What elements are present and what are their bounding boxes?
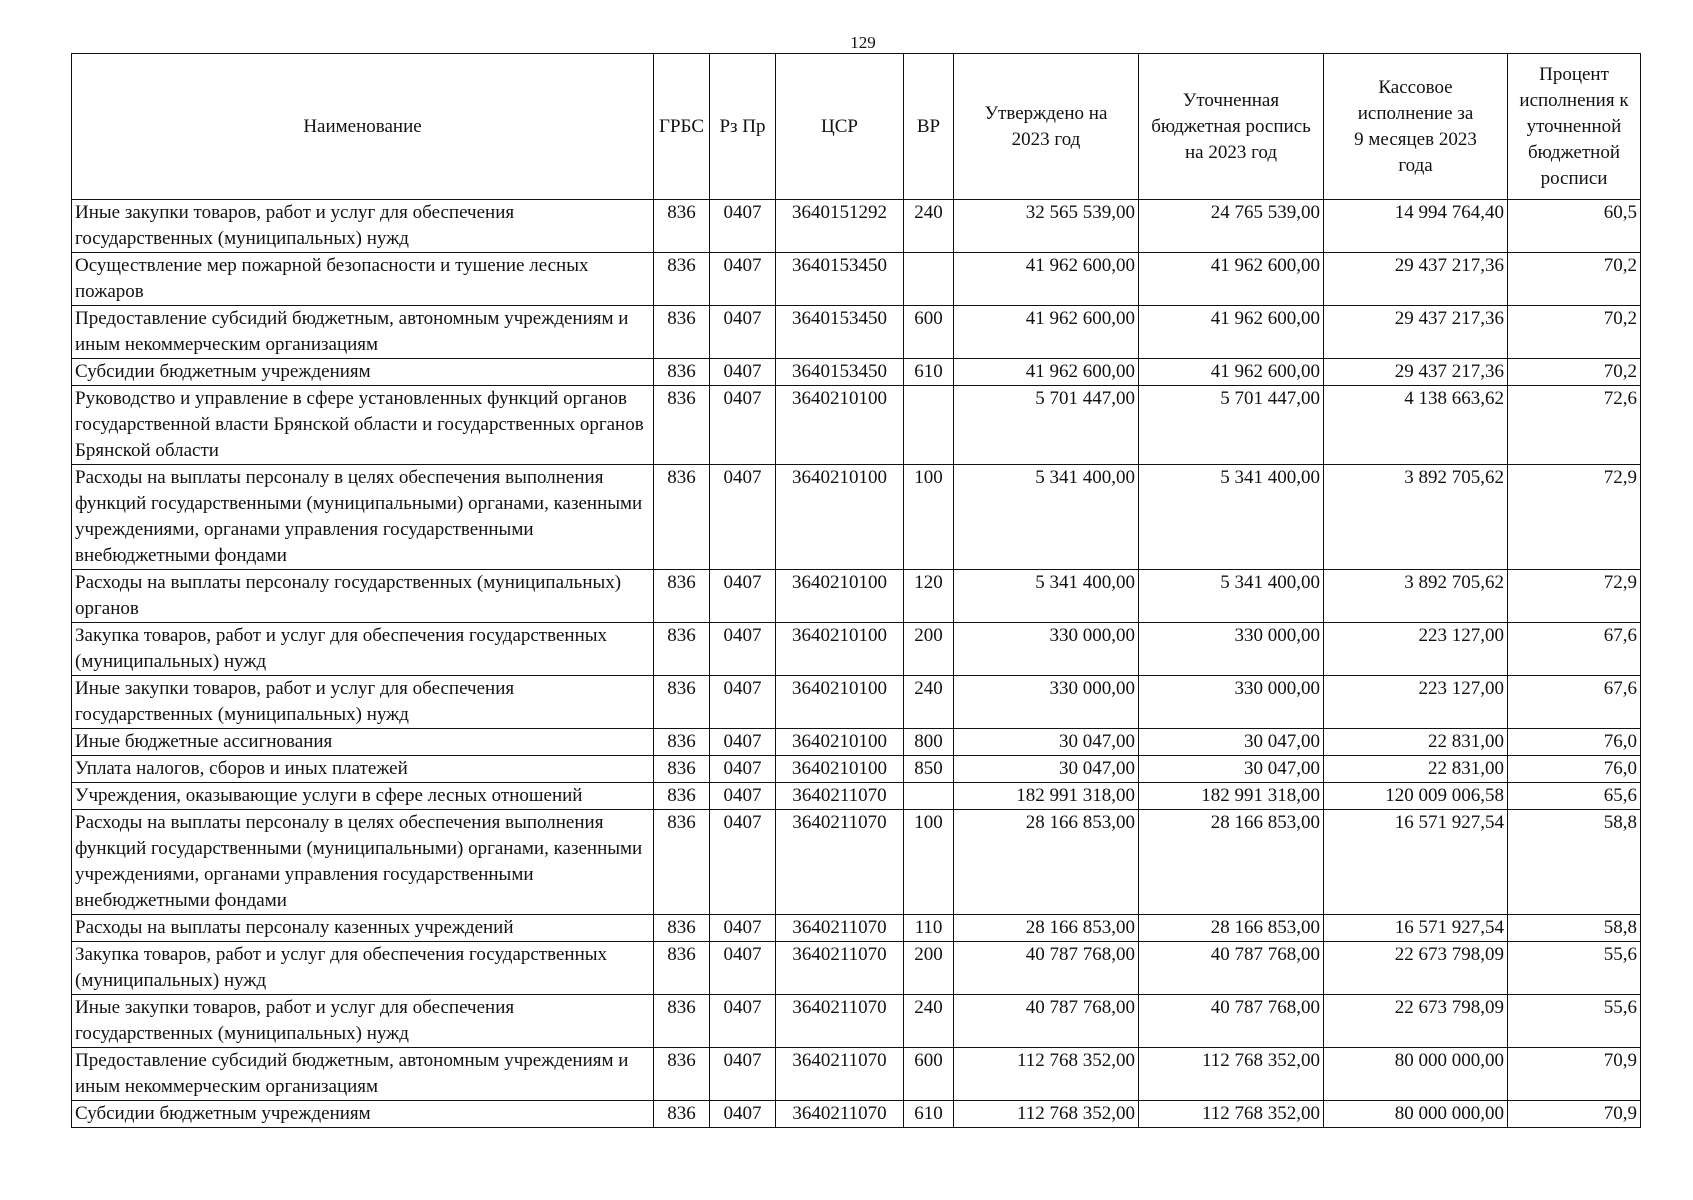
cell-cash: 80 000 000,00	[1324, 1048, 1508, 1101]
cell-csr: 3640210100	[776, 623, 904, 676]
cell-csr: 3640211070	[776, 1048, 904, 1101]
cell-name: Иные закупки товаров, работ и услуг для обеспечения государственных (муниципальных) нужд	[72, 676, 654, 729]
cell-cash: 3 892 705,62	[1324, 570, 1508, 623]
cell-name: Субсидии бюджетным учреждениям	[72, 1101, 654, 1128]
cell-csr: 3640153450	[776, 359, 904, 386]
cell-percent: 70,2	[1508, 306, 1641, 359]
cell-percent: 72,6	[1508, 386, 1641, 465]
cell-name: Закупка товаров, работ и услуг для обеспечения государственных (муниципальных) нужд	[72, 942, 654, 995]
cell-cash: 223 127,00	[1324, 623, 1508, 676]
cell-grbs: 836	[654, 306, 710, 359]
cell-name: Закупка товаров, работ и услуг для обеспечения государственных (муниципальных) нужд	[72, 623, 654, 676]
cell-rzpr: 0407	[710, 386, 776, 465]
cell-csr: 3640210100	[776, 676, 904, 729]
cell-csr: 3640211070	[776, 915, 904, 942]
cell-refined: 330 000,00	[1139, 676, 1324, 729]
cell-rzpr: 0407	[710, 200, 776, 253]
table-row	[72, 465, 1641, 570]
table-row	[72, 1101, 1641, 1128]
cell-csr: 3640211070	[776, 810, 904, 915]
cell-vr	[904, 386, 954, 465]
cell-approved: 5 341 400,00	[954, 465, 1139, 570]
cell-rzpr: 0407	[710, 623, 776, 676]
cell-grbs: 836	[654, 676, 710, 729]
cell-percent: 70,2	[1508, 359, 1641, 386]
cell-percent: 76,0	[1508, 729, 1641, 756]
cell-rzpr: 0407	[710, 810, 776, 915]
cell-vr: 200	[904, 942, 954, 995]
cell-vr: 100	[904, 810, 954, 915]
cell-grbs: 836	[654, 570, 710, 623]
cell-csr: 3640210100	[776, 729, 904, 756]
table-row	[72, 995, 1641, 1048]
cell-name: Уплата налогов, сборов и иных платежей	[72, 756, 654, 783]
cell-grbs: 836	[654, 810, 710, 915]
cell-percent: 67,6	[1508, 676, 1641, 729]
cell-cash: 14 994 764,40	[1324, 200, 1508, 253]
cell-vr: 600	[904, 306, 954, 359]
header-vr: ВР	[904, 54, 954, 200]
cell-grbs: 836	[654, 995, 710, 1048]
cell-approved: 330 000,00	[954, 676, 1139, 729]
cell-rzpr: 0407	[710, 570, 776, 623]
cell-rzpr: 0407	[710, 729, 776, 756]
table-row	[72, 200, 1641, 253]
header-name: Наименование	[72, 54, 654, 200]
cell-vr	[904, 783, 954, 810]
cell-refined: 30 047,00	[1139, 729, 1324, 756]
header-refined: Уточненная бюджетная роспись на 2023 год	[1139, 54, 1324, 200]
cell-percent: 72,9	[1508, 570, 1641, 623]
table-header	[72, 54, 1641, 200]
cell-approved: 41 962 600,00	[954, 306, 1139, 359]
cell-approved: 112 768 352,00	[954, 1048, 1139, 1101]
cell-cash: 29 437 217,36	[1324, 306, 1508, 359]
cell-name: Расходы на выплаты персоналу казенных учреждений	[72, 915, 654, 942]
table-body	[72, 200, 1641, 1128]
cell-rzpr: 0407	[710, 1101, 776, 1128]
cell-csr: 3640210100	[776, 570, 904, 623]
header-rzpr: Рз Пр	[710, 54, 776, 200]
cell-grbs: 836	[654, 756, 710, 783]
cell-cash: 223 127,00	[1324, 676, 1508, 729]
cell-percent: 67,6	[1508, 623, 1641, 676]
cell-cash: 22 673 798,09	[1324, 942, 1508, 995]
cell-name: Учреждения, оказывающие услуги в сфере лесных отношений	[72, 783, 654, 810]
cell-refined: 40 787 768,00	[1139, 942, 1324, 995]
cell-cash: 22 831,00	[1324, 756, 1508, 783]
cell-name: Иные закупки товаров, работ и услуг для обеспечения государственных (муниципальных) нужд	[72, 200, 654, 253]
cell-approved: 41 962 600,00	[954, 253, 1139, 306]
cell-vr	[904, 253, 954, 306]
cell-grbs: 836	[654, 729, 710, 756]
cell-approved: 5 341 400,00	[954, 570, 1139, 623]
header-cash: Кассовое исполнение за 9 месяцев 2023 года	[1324, 54, 1508, 200]
cell-rzpr: 0407	[710, 253, 776, 306]
cell-refined: 182 991 318,00	[1139, 783, 1324, 810]
cell-vr: 600	[904, 1048, 954, 1101]
cell-refined: 112 768 352,00	[1139, 1048, 1324, 1101]
cell-percent: 70,9	[1508, 1101, 1641, 1128]
cell-rzpr: 0407	[710, 783, 776, 810]
cell-approved: 40 787 768,00	[954, 942, 1139, 995]
cell-rzpr: 0407	[710, 676, 776, 729]
cell-csr: 3640210100	[776, 386, 904, 465]
cell-refined: 112 768 352,00	[1139, 1101, 1324, 1128]
cell-approved: 112 768 352,00	[954, 1101, 1139, 1128]
cell-percent: 72,9	[1508, 465, 1641, 570]
cell-approved: 5 701 447,00	[954, 386, 1139, 465]
cell-name: Расходы на выплаты персоналу в целях обеспечения выполнения функций государственными (муниципальными) органами, казенными учреждениями, органами управления государственными внебюджетными фондами	[72, 810, 654, 915]
cell-rzpr: 0407	[710, 359, 776, 386]
cell-grbs: 836	[654, 386, 710, 465]
cell-approved: 41 962 600,00	[954, 359, 1139, 386]
cell-refined: 30 047,00	[1139, 756, 1324, 783]
table-row	[72, 756, 1641, 783]
cell-rzpr: 0407	[710, 306, 776, 359]
cell-approved: 32 565 539,00	[954, 200, 1139, 253]
table-row	[72, 783, 1641, 810]
cell-rzpr: 0407	[710, 995, 776, 1048]
cell-cash: 29 437 217,36	[1324, 359, 1508, 386]
table-row	[72, 1048, 1641, 1101]
cell-percent: 60,5	[1508, 200, 1641, 253]
cell-refined: 28 166 853,00	[1139, 810, 1324, 915]
cell-rzpr: 0407	[710, 465, 776, 570]
cell-csr: 3640151292	[776, 200, 904, 253]
cell-refined: 41 962 600,00	[1139, 306, 1324, 359]
page-number: 129	[850, 33, 876, 52]
budget-table	[71, 53, 1641, 1128]
cell-vr: 850	[904, 756, 954, 783]
cell-name: Осуществление мер пожарной безопасности и тушение лесных пожаров	[72, 253, 654, 306]
cell-cash: 16 571 927,54	[1324, 810, 1508, 915]
cell-cash: 4 138 663,62	[1324, 386, 1508, 465]
header-csr: ЦСР	[776, 54, 904, 200]
cell-grbs: 836	[654, 1101, 710, 1128]
cell-vr: 240	[904, 676, 954, 729]
cell-vr: 240	[904, 200, 954, 253]
cell-approved: 30 047,00	[954, 756, 1139, 783]
cell-approved: 330 000,00	[954, 623, 1139, 676]
table-row	[72, 253, 1641, 306]
cell-cash: 29 437 217,36	[1324, 253, 1508, 306]
cell-grbs: 836	[654, 253, 710, 306]
cell-grbs: 836	[654, 465, 710, 570]
header-percent: Процент исполнения к уточненной бюджетной росписи	[1508, 54, 1641, 200]
cell-refined: 28 166 853,00	[1139, 915, 1324, 942]
cell-name: Расходы на выплаты персоналу государственных (муниципальных) органов	[72, 570, 654, 623]
cell-approved: 28 166 853,00	[954, 915, 1139, 942]
cell-rzpr: 0407	[710, 756, 776, 783]
header-row	[72, 54, 1641, 200]
cell-percent: 65,6	[1508, 783, 1641, 810]
cell-cash: 120 009 006,58	[1324, 783, 1508, 810]
cell-csr: 3640153450	[776, 253, 904, 306]
cell-csr: 3640153450	[776, 306, 904, 359]
cell-percent: 55,6	[1508, 942, 1641, 995]
cell-grbs: 836	[654, 359, 710, 386]
cell-vr: 100	[904, 465, 954, 570]
cell-vr: 200	[904, 623, 954, 676]
table-row	[72, 942, 1641, 995]
cell-refined: 330 000,00	[1139, 623, 1324, 676]
cell-vr: 610	[904, 1101, 954, 1128]
cell-grbs: 836	[654, 915, 710, 942]
cell-percent: 55,6	[1508, 995, 1641, 1048]
cell-rzpr: 0407	[710, 942, 776, 995]
cell-percent: 76,0	[1508, 756, 1641, 783]
cell-percent: 58,8	[1508, 810, 1641, 915]
table-row	[72, 729, 1641, 756]
cell-percent: 70,2	[1508, 253, 1641, 306]
cell-rzpr: 0407	[710, 1048, 776, 1101]
cell-name: Руководство и управление в сфере установленных функций органов государственной власти Брянской области и государственных органов Брянской области	[72, 386, 654, 465]
cell-refined: 5 701 447,00	[1139, 386, 1324, 465]
table-row	[72, 306, 1641, 359]
cell-grbs: 836	[654, 200, 710, 253]
cell-grbs: 836	[654, 942, 710, 995]
cell-vr: 610	[904, 359, 954, 386]
cell-vr: 800	[904, 729, 954, 756]
cell-approved: 30 047,00	[954, 729, 1139, 756]
cell-refined: 24 765 539,00	[1139, 200, 1324, 253]
table-row	[72, 570, 1641, 623]
cell-csr: 3640210100	[776, 756, 904, 783]
cell-percent: 58,8	[1508, 915, 1641, 942]
cell-grbs: 836	[654, 783, 710, 810]
cell-csr: 3640210100	[776, 465, 904, 570]
cell-refined: 5 341 400,00	[1139, 570, 1324, 623]
table-row	[72, 810, 1641, 915]
cell-approved: 40 787 768,00	[954, 995, 1139, 1048]
cell-percent: 70,9	[1508, 1048, 1641, 1101]
cell-csr: 3640211070	[776, 995, 904, 1048]
cell-csr: 3640211070	[776, 1101, 904, 1128]
table-row	[72, 386, 1641, 465]
cell-vr: 240	[904, 995, 954, 1048]
cell-cash: 3 892 705,62	[1324, 465, 1508, 570]
cell-refined: 5 341 400,00	[1139, 465, 1324, 570]
cell-refined: 41 962 600,00	[1139, 359, 1324, 386]
cell-name: Предоставление субсидий бюджетным, автономным учреждениям и иным некоммерческим организациям	[72, 1048, 654, 1101]
cell-rzpr: 0407	[710, 915, 776, 942]
cell-cash: 22 831,00	[1324, 729, 1508, 756]
cell-cash: 16 571 927,54	[1324, 915, 1508, 942]
cell-name: Субсидии бюджетным учреждениям	[72, 359, 654, 386]
header-grbs: ГРБС	[654, 54, 710, 200]
cell-csr: 3640211070	[776, 783, 904, 810]
cell-cash: 22 673 798,09	[1324, 995, 1508, 1048]
cell-csr: 3640211070	[776, 942, 904, 995]
cell-name: Иные бюджетные ассигнования	[72, 729, 654, 756]
table-row	[72, 915, 1641, 942]
cell-refined: 40 787 768,00	[1139, 995, 1324, 1048]
cell-approved: 28 166 853,00	[954, 810, 1139, 915]
cell-approved: 182 991 318,00	[954, 783, 1139, 810]
cell-name: Предоставление субсидий бюджетным, автономным учреждениям и иным некоммерческим организациям	[72, 306, 654, 359]
cell-vr: 110	[904, 915, 954, 942]
cell-name: Иные закупки товаров, работ и услуг для обеспечения государственных (муниципальных) нужд	[72, 995, 654, 1048]
header-approved: Утверждено на 2023 год	[954, 54, 1139, 200]
table-row	[72, 359, 1641, 386]
cell-vr: 120	[904, 570, 954, 623]
cell-name: Расходы на выплаты персоналу в целях обеспечения выполнения функций государственными (муниципальными) органами, казенными учреждениями, органами управления государственными внебюджетными фондами	[72, 465, 654, 570]
cell-grbs: 836	[654, 1048, 710, 1101]
cell-grbs: 836	[654, 623, 710, 676]
table-row	[72, 676, 1641, 729]
cell-refined: 41 962 600,00	[1139, 253, 1324, 306]
cell-cash: 80 000 000,00	[1324, 1101, 1508, 1128]
table-row	[72, 623, 1641, 676]
